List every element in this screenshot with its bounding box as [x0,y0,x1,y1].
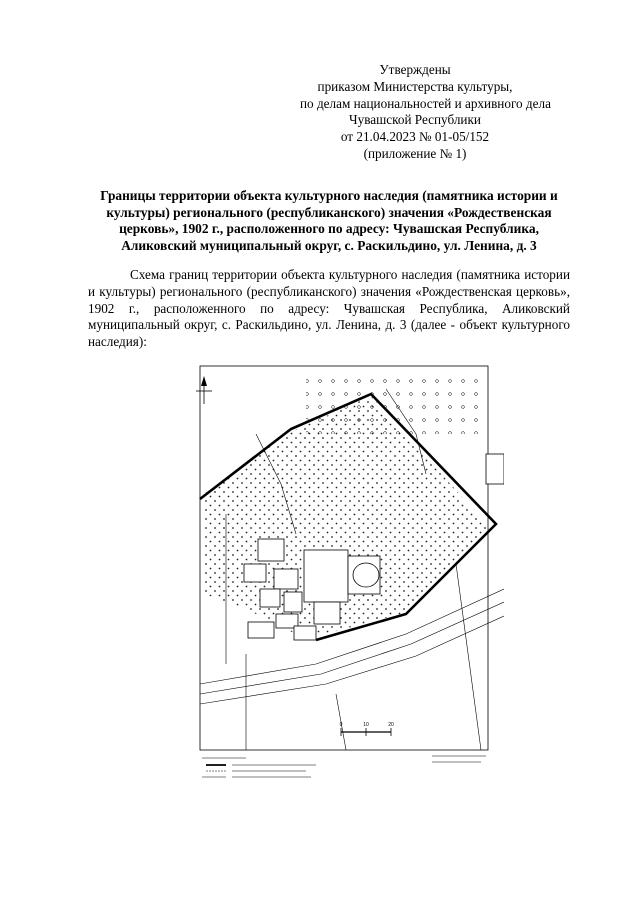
scale-label: 0 [339,722,343,728]
approval-block [300,62,551,163]
approval-line: по делам национальностей и архивного дела [300,95,551,111]
scale-label: 20 [388,722,394,728]
approval-line: (приложение № 1) [363,145,467,161]
boundary-scheme-map [186,364,504,784]
approval-line: Утверждены [379,62,451,77]
document-title: Границы территории объекта культурного наследия (памятника истории и культуры) регионального (республиканского) значения «Рождественская церковь», 1902 г., расположенного по адресу: Чувашская Республика, Аликовский муниципальный округ, с. Раскильдино, ул. Ленина, д. 3 [100,188,558,253]
approval-line: приказом Министерства культуры, [317,78,513,94]
map-legend [202,756,486,777]
body-paragraph: Схема границ территории объекта культурного наследия (памятника истории и культуры) регионального (республиканского) значения «Рождественская церковь», 1902 г., расположенного по адресу: Чувашская Республика, Аликовский муниципальный округ, с. Раскильдино, ул. Ленина, д. 3 (далее - объект культурного наследия): [88,267,570,350]
approval-line: от 21.04.2023 № 01-05/152 [340,129,490,145]
approval-line: Чувашской Республики [349,112,481,128]
scale-label: 10 [363,722,369,728]
